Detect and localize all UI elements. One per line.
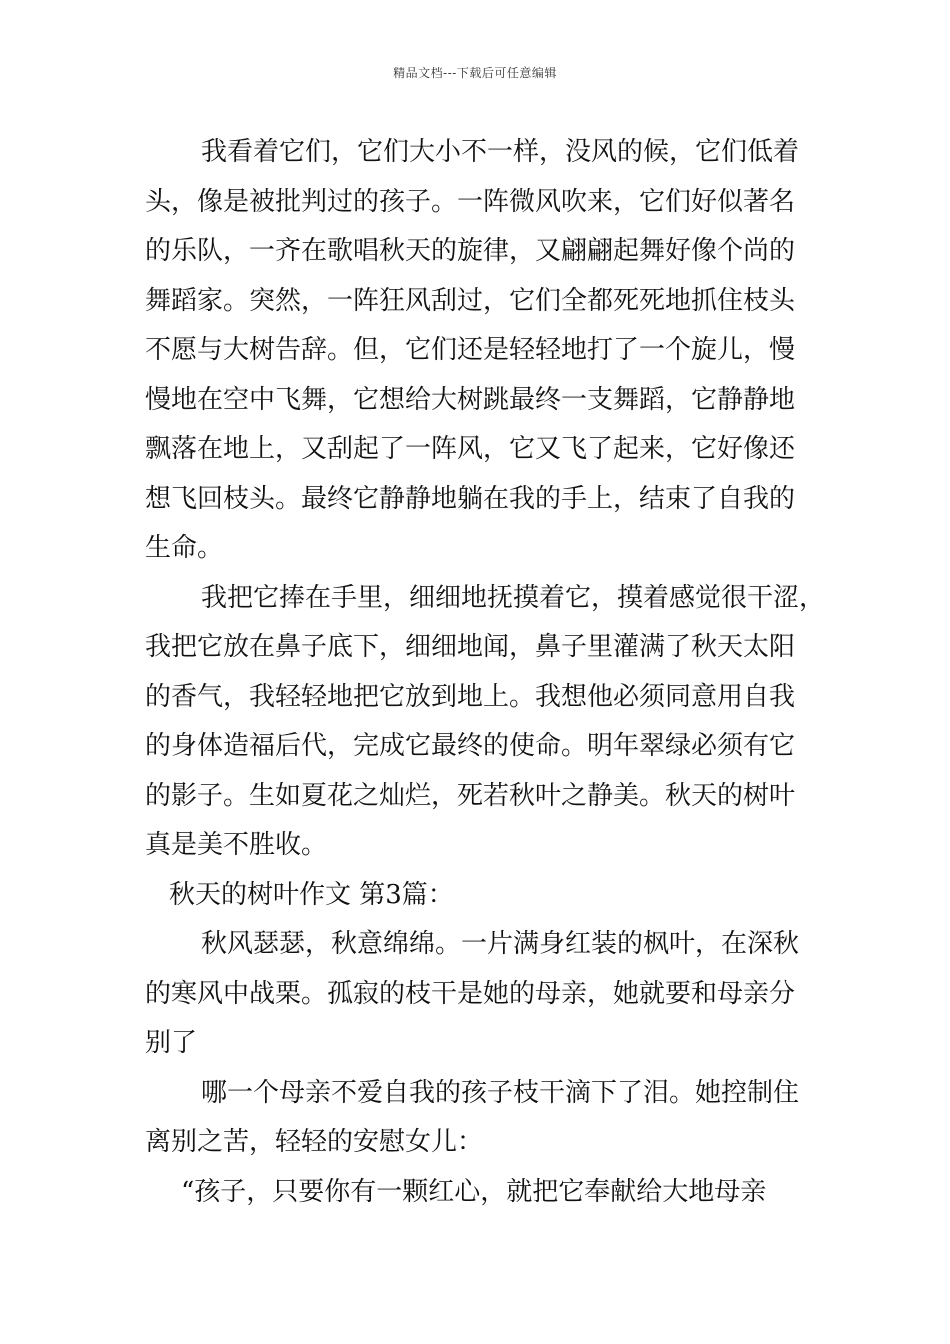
text-line: 的寒风中战栗。孤寂的枝干是她的母亲，她就要和母亲分: [145, 978, 796, 1009]
text-line: 我看着它们，它们大小不一样，没风的候，它们低着: [201, 137, 800, 167]
text-line: “孩子，只要你有一颗红心，就把它奉献给大地母亲: [181, 1176, 767, 1207]
document-body: [145, 128, 826, 1217]
text-line: 舞蹈家。突然，一阵狂风刮过，它们全都死死地抓住枝头: [145, 285, 796, 316]
text-line: 生命。: [145, 533, 224, 563]
text-line: 的香气，我轻轻地把它放到地上。我想他必须同意用自我: [145, 681, 796, 712]
text-line: 我把它捧在手里，细细地抚摸着它，摸着感觉很干涩，: [201, 582, 826, 613]
text-line: 的身体造福后代，完成它最终的使命。明年翠绿必须有它: [145, 731, 796, 761]
section-heading: 秋天的树叶作文 第3篇：: [169, 879, 454, 910]
text-line: 不愿与大树告辞。但，它们还是轻轻地打了一个旋儿，慢: [145, 335, 796, 365]
text-line: 哪一个母亲不爱自我的孩子枝干滴下了泪。她控制住: [201, 1077, 800, 1108]
text-line: 慢地在空中飞舞，它想给大树跳最终一支舞蹈，它静静地: [145, 384, 796, 415]
text-line: 秋风瑟瑟，秋意绵绵。一片满身红装的枫叶，在深秋: [201, 929, 800, 959]
text-line: 的乐队，一齐在歌唱秋天的旋律，又翩翩起舞好像个尚的: [145, 236, 796, 266]
page-header: 精品文档---下载后可任意编辑: [393, 66, 557, 80]
text-line: 想飞回枝头。最终它静静地躺在我的手上，结束了自我的: [145, 483, 796, 514]
text-line: 的影子。生如夏花之灿烂，死若秋叶之静美。秋天的树叶: [145, 780, 796, 811]
text-line: 我把它放在鼻子底下，细细地闻，鼻子里灌满了秋天太阳: [145, 632, 796, 662]
text-line: 真是美不胜收。: [145, 830, 328, 860]
text-line: 飘落在地上，又刮起了一阵风，它又飞了起来，它好像还: [145, 434, 796, 464]
text-line: 别了: [145, 1028, 198, 1058]
text-line: 头，像是被批判过的孩子。一阵微风吹来，它们好似著名: [145, 186, 796, 217]
text-line: 离别之苦，轻轻的安慰女儿：: [145, 1127, 484, 1157]
